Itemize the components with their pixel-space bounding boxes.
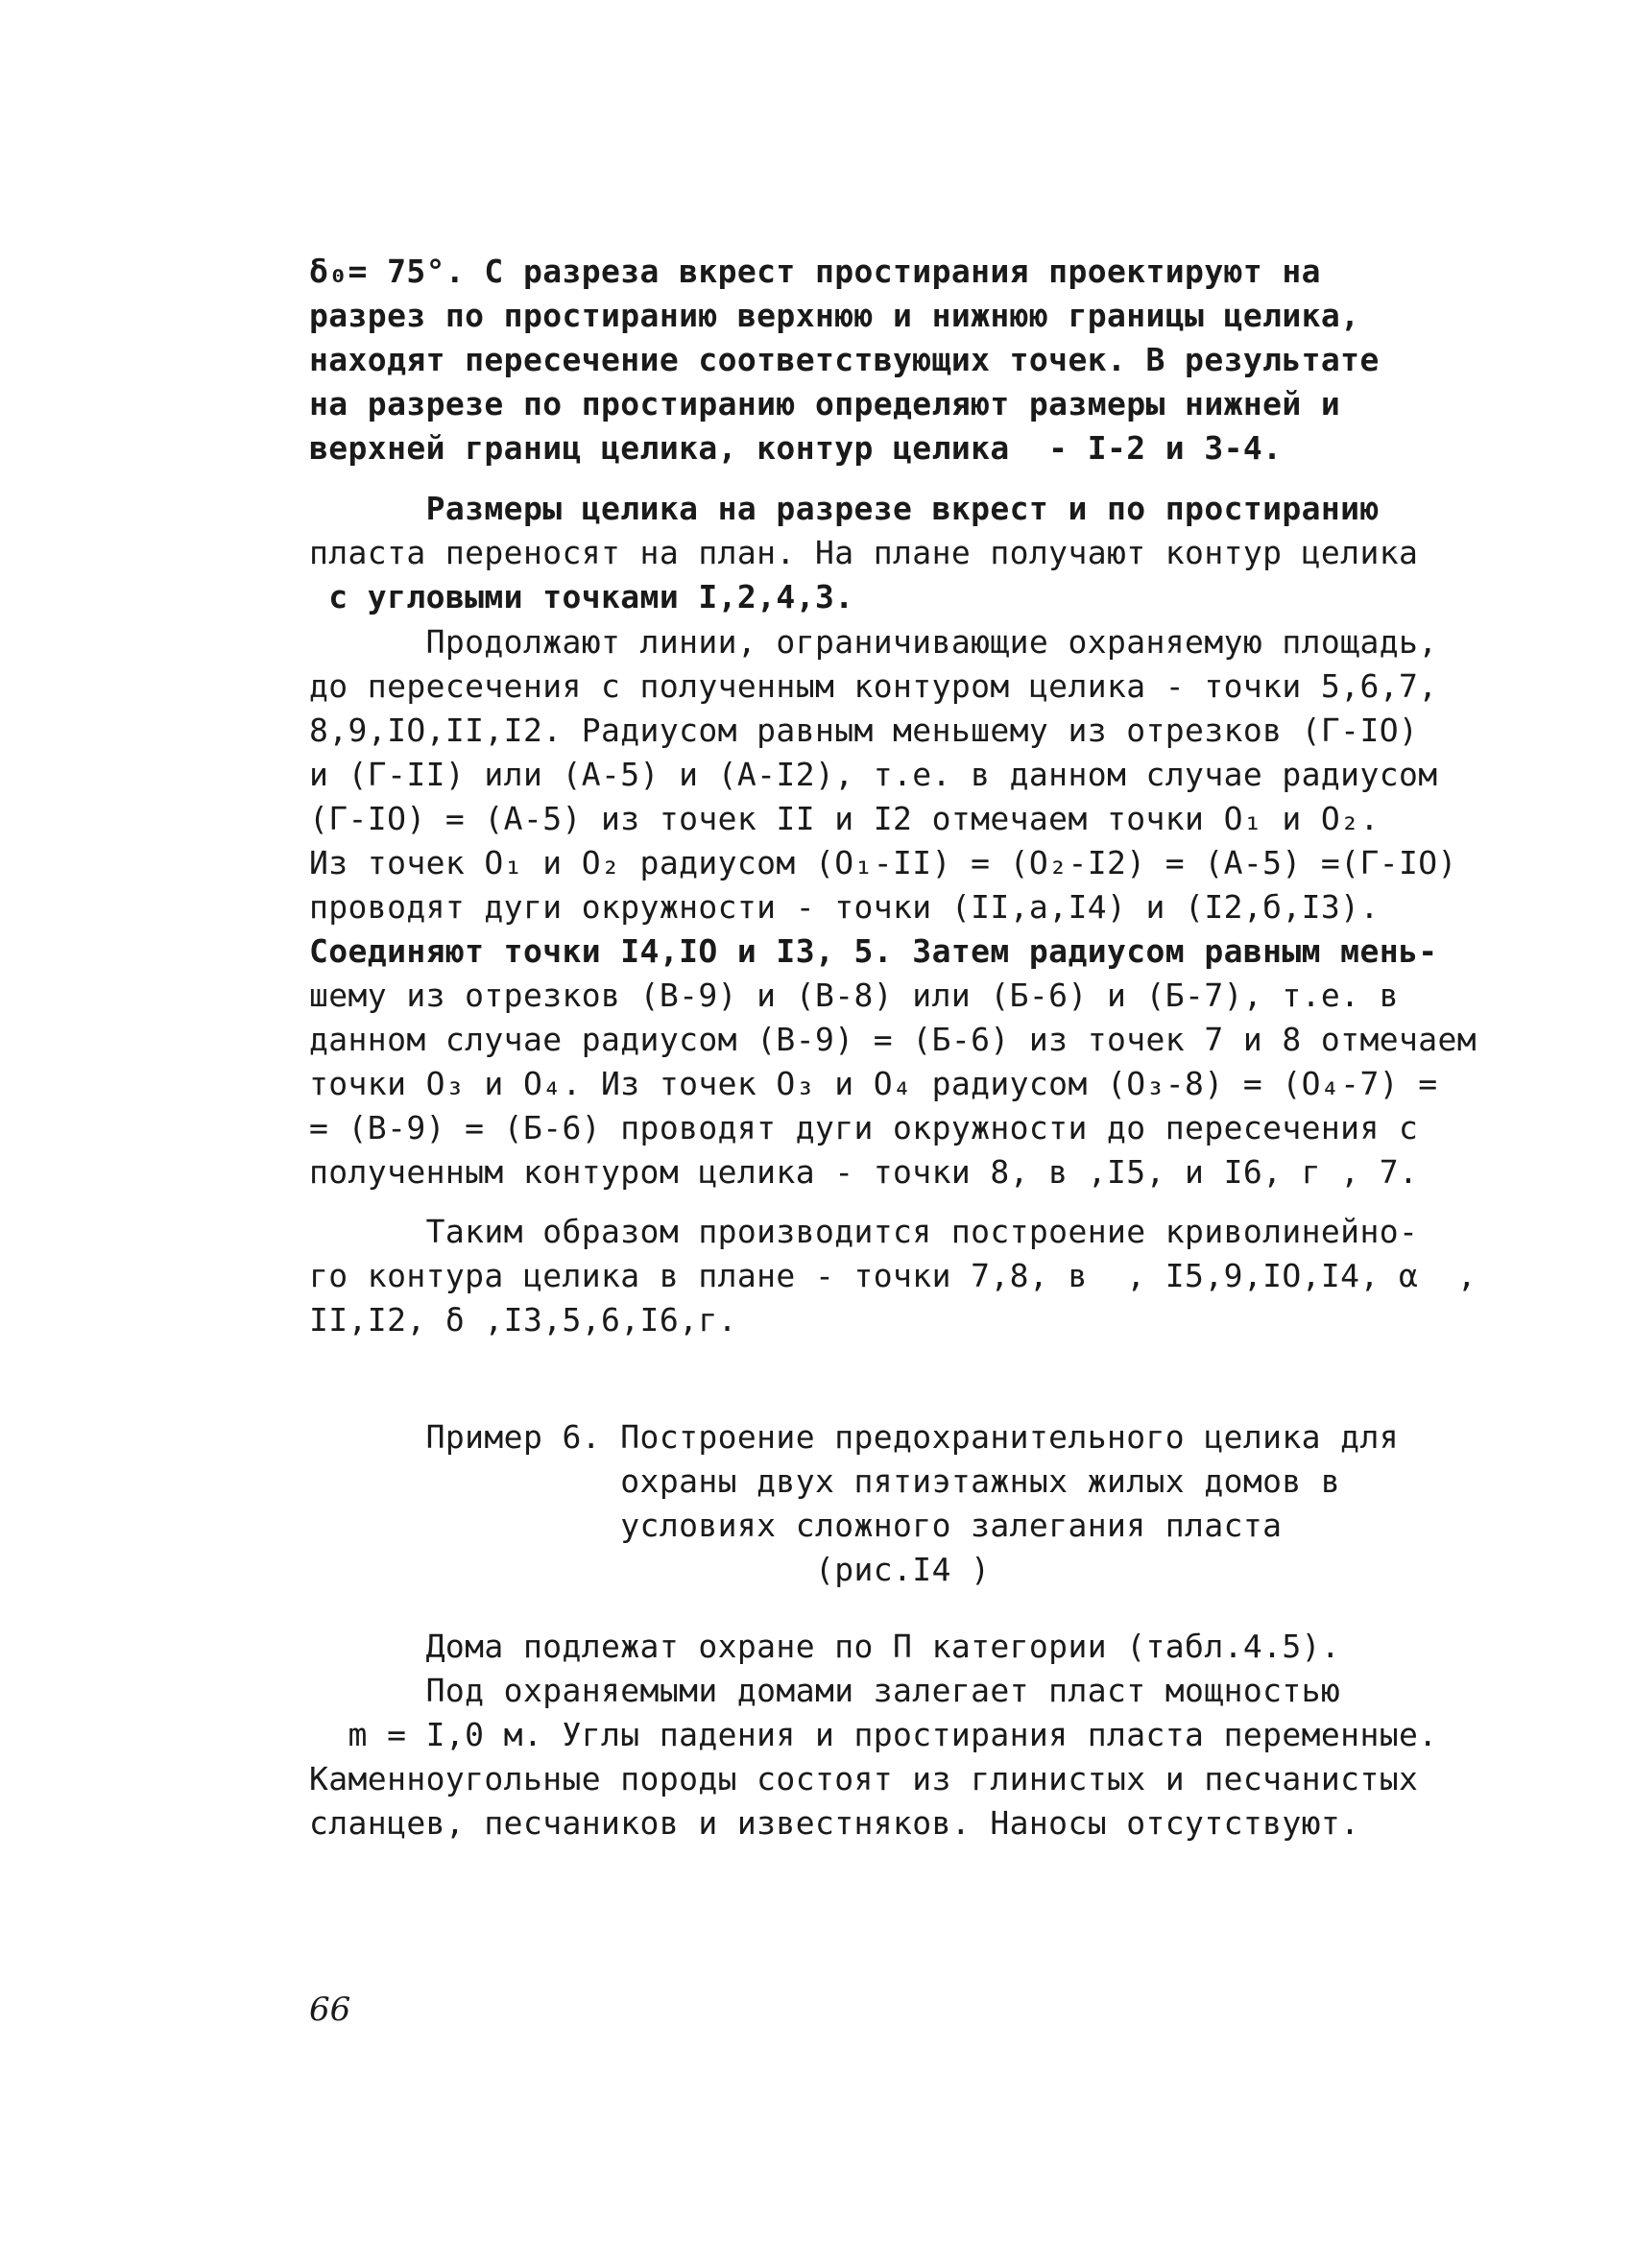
- text-line: Каменноугольные породы состоят из глинистых и песчанистых: [309, 1760, 1419, 1798]
- text-line: данном случае радиусом (В-9) = (Б-6) из точек 7 и 8 отмечаем: [309, 1021, 1477, 1058]
- example-heading-line: условиях сложного залегания пласта: [309, 1507, 1283, 1544]
- text-line: Под охраняемыми домами залегает пласт мощностью: [309, 1672, 1341, 1709]
- text-line: полученным контуром целика - точки 8, в ,I5, и I6, г , 7.: [309, 1153, 1419, 1191]
- text-line: верхней границ целика, контур целика - I-2 и 3-4.: [309, 429, 1283, 467]
- text-line: m = I,0 м. Углы падения и простирания пласта переменные.: [309, 1716, 1438, 1753]
- text-line: Продолжают линии, ограничивающие охраняемую площадь,: [309, 623, 1438, 661]
- text-line: Соединяют точки I4,IO и I3, 5. Затем радиусом равным мень-: [309, 932, 1438, 970]
- text-line: проводят дуги окружности - точки (II,а,I4) и (I2,б,I3).: [309, 888, 1380, 926]
- text-line: на разрезе по простиранию определяют размеры нижней и: [309, 385, 1341, 422]
- text-line: δ₀= 75°. С разреза вкрест простирания проектируют на: [309, 253, 1321, 290]
- text-line: сланцев, песчаников и известняков. Наносы отсутствуют.: [309, 1804, 1360, 1842]
- text-line: (Г-IO) = (А-5) из точек II и I2 отмечаем точки O₁ и O₂.: [309, 800, 1380, 837]
- text-line: Дома подлежат охране по П категории (табл.4.5).: [309, 1628, 1341, 1665]
- text-line: и (Г-II) или (А-5) и (А-I2), т.е. в данном случае радиусом: [309, 756, 1438, 793]
- text-line: = (В-9) = (Б-6) проводят дуги окружности до пересечения с: [309, 1109, 1419, 1146]
- text-line: Из точек O₁ и O₂ радиусом (O₁-II) = (O₂-I2) = (А-5) =(Г-IO): [309, 844, 1457, 881]
- text-line: го контура целика в плане - точки 7,8, в , I5,9,IO,I4, α ,: [309, 1257, 1477, 1294]
- text-line: разрез по простиранию верхнюю и нижнюю границы целика,: [309, 297, 1360, 334]
- text-line: Таким образом производится построение криволинейно-: [309, 1213, 1419, 1250]
- example-heading-line: Пример 6. Построение предохранительного целика для: [309, 1418, 1399, 1456]
- page-number: 66: [309, 1991, 351, 2029]
- example-heading-line: охраны двух пятиэтажных жилых домов в: [309, 1462, 1341, 1500]
- example-heading-line: (рис.I4 ): [309, 1551, 991, 1588]
- text-line: пласта переносят на план. На плане получают контур целика: [309, 534, 1419, 571]
- text-line: шему из отрезков (В-9) и (В-8) или (Б-6) и (Б-7), т.е. в: [309, 977, 1399, 1014]
- text-line: до пересечения с полученным контуром целика - точки 5,6,7,: [309, 667, 1438, 705]
- text-line: Размеры целика на разрезе вкрест и по простиранию: [309, 490, 1380, 527]
- text-line: точки O₃ и O₄. Из точек O₃ и O₄ радиусом (O₃-8) = (O₄-7) =: [309, 1065, 1438, 1102]
- text-line: II,I2, δ ,I3,5,6,I6,г.: [309, 1301, 737, 1339]
- text-line: находят пересечение соответствующих точек. В результате: [309, 341, 1380, 378]
- text-line: 8,9,IO,II,I2. Радиусом равным меньшему из отрезков (Г-IO): [309, 712, 1419, 749]
- text-line: с угловыми точками I,2,4,3.: [309, 578, 854, 615]
